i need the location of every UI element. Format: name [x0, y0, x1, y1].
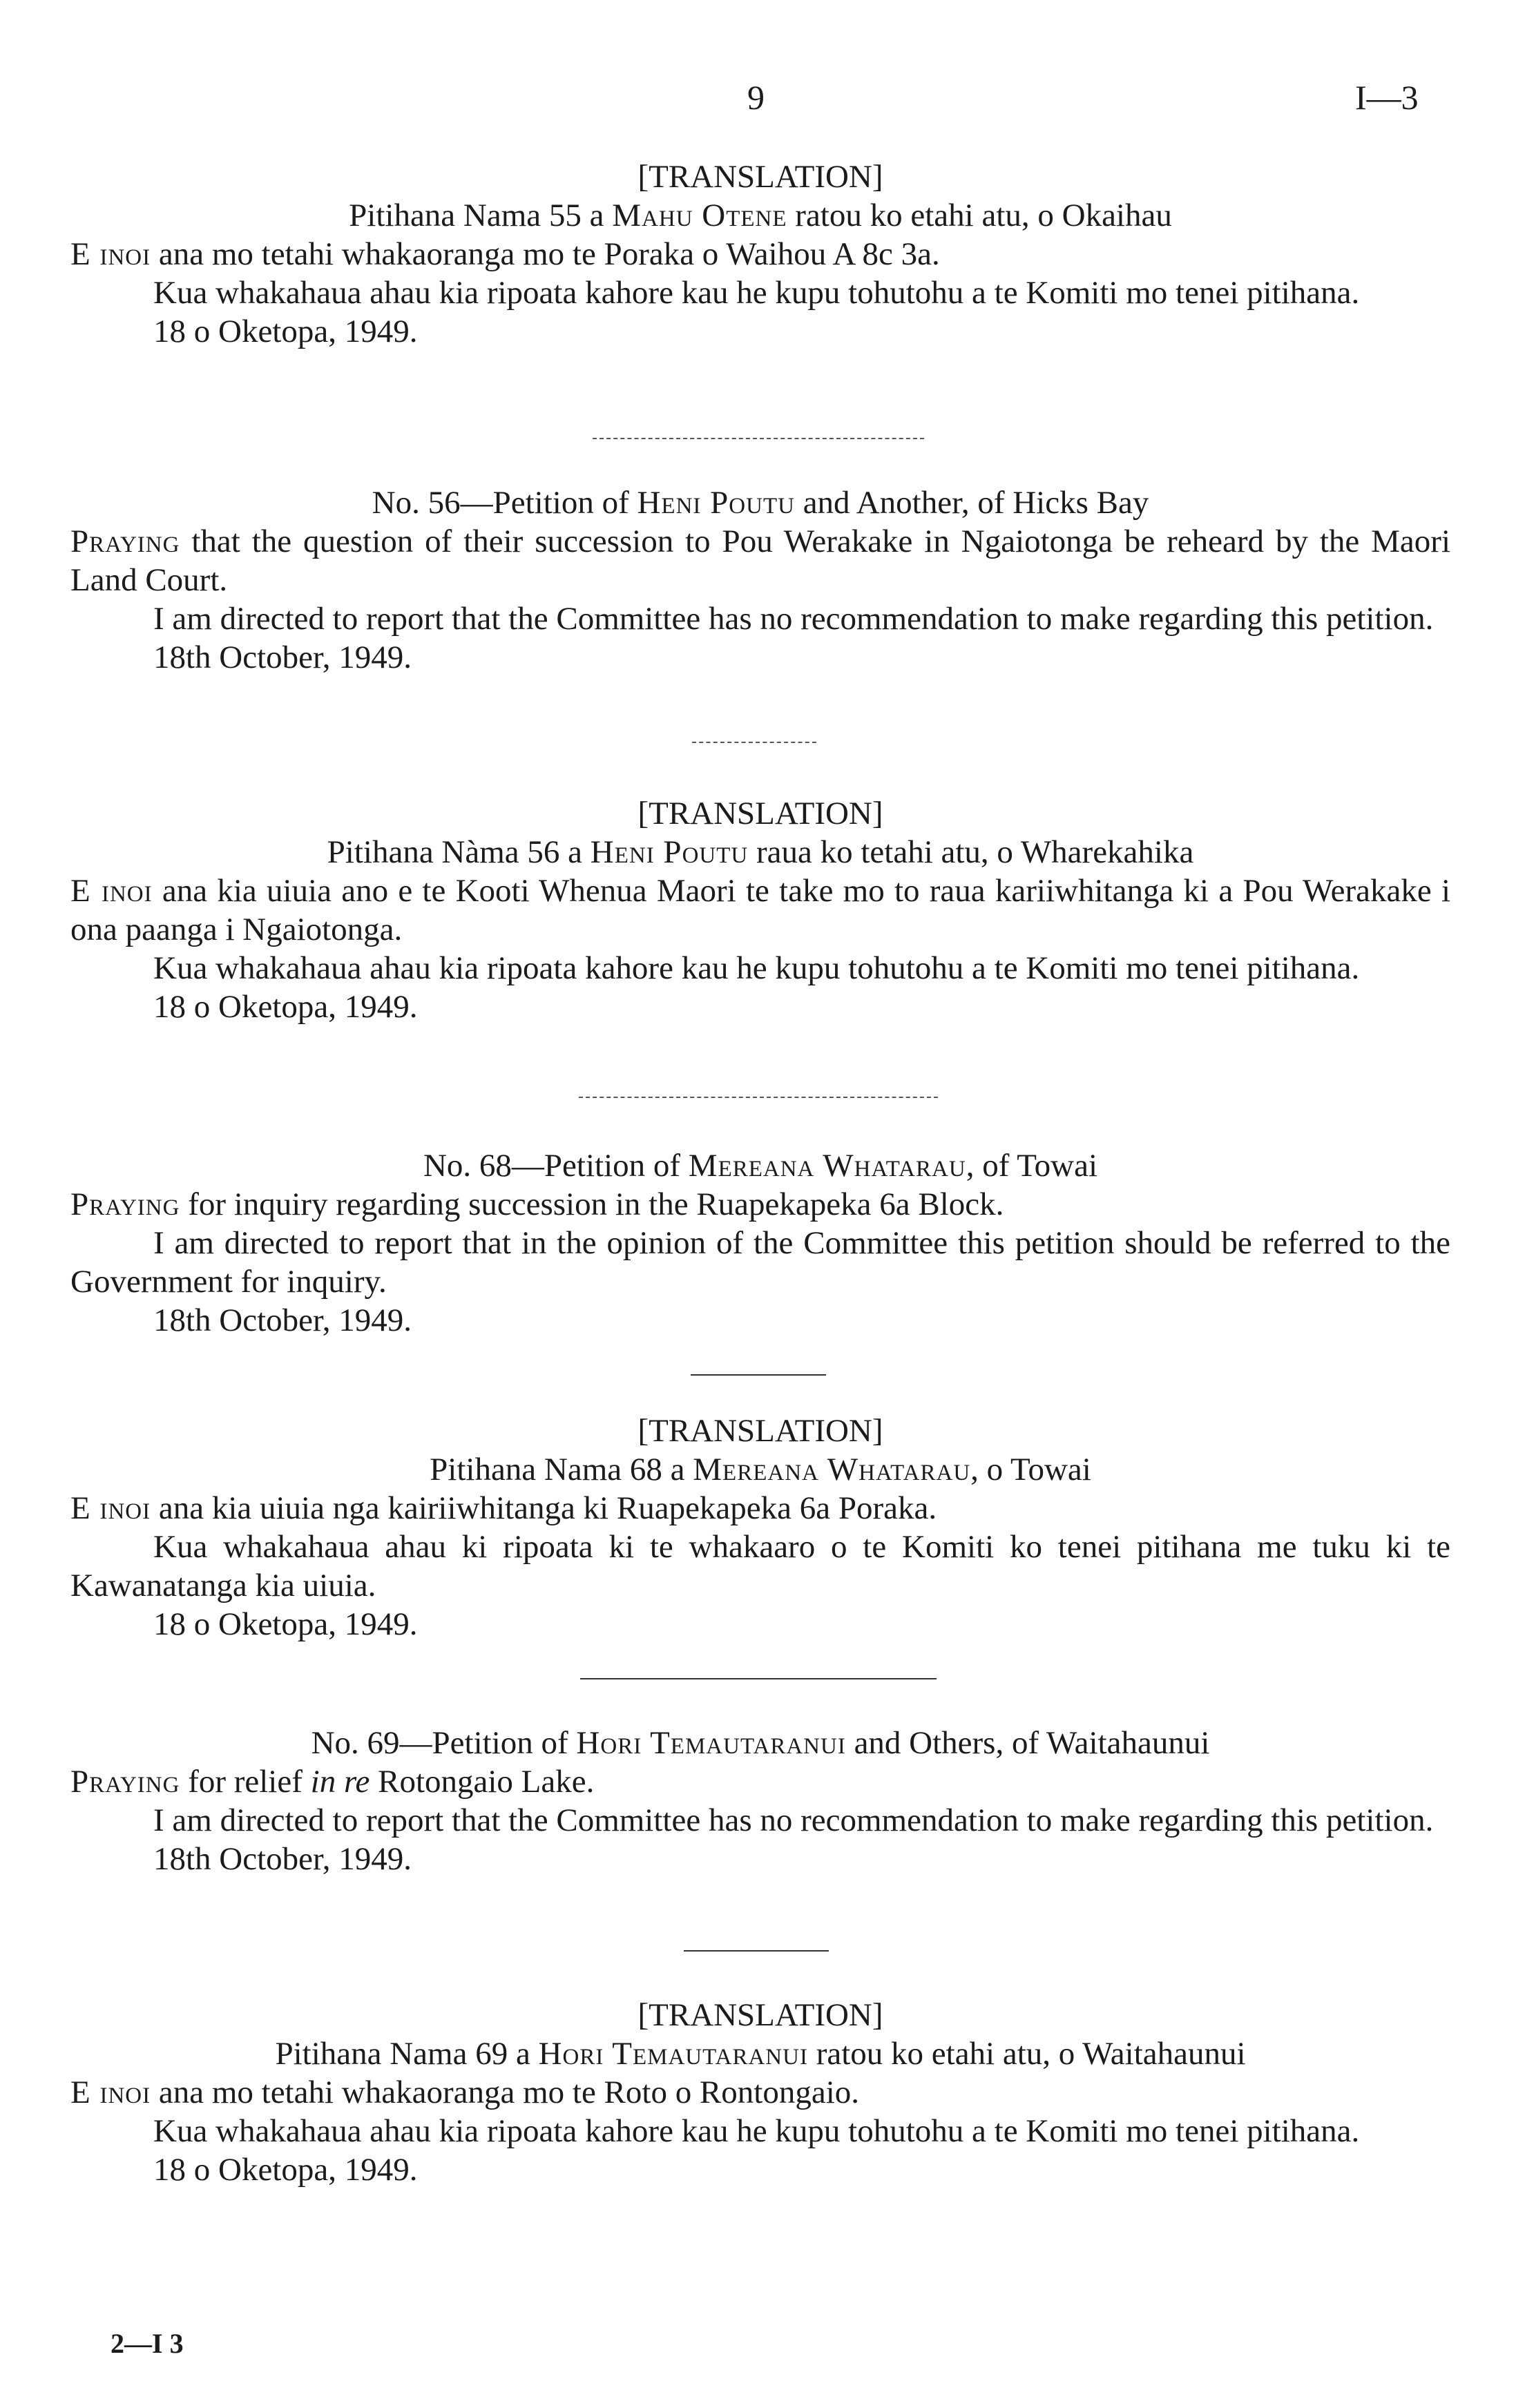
translation-heading: [TRANSLATION] — [637, 159, 883, 195]
petition-title: No. 69—Petition of Hori Temautaranui and Others, of Waitahaunui — [311, 1725, 1210, 1761]
report-date: 18 o Oketopa, 1949. — [153, 314, 418, 349]
petition-prayer: E inoi ana mo tetahi whakaoranga mo te Roto o Rontongaio. — [70, 2074, 860, 2110]
report-date: 18th October, 1949. — [153, 1841, 412, 1877]
report-date: 18 o Oketopa, 1949. — [153, 2152, 418, 2188]
translation-heading: [TRANSLATION] — [637, 1413, 883, 1449]
petition-prayer: E inoi ana kia uiuia nga kairiiwhitanga ki Ruapekapeka 6a Poraka. — [70, 1490, 937, 1526]
report-date: 18th October, 1949. — [153, 1302, 412, 1338]
section-divider — [684, 1950, 829, 1952]
committee-report: Kua whakahaua ahau ki ripoata ki te whakaaro o te Komiti ko tenei pitihana me tuku ki te Kawanatanga kia uiuia. — [70, 1529, 1450, 1603]
petition-prayer: Praying for inquiry regarding succession in the Ruapekapeka 6a Block. — [70, 1186, 1004, 1222]
petition-prayer: Praying that the question of their succession to Pou Werakake in Ngaiotonga be reheard by the Maori Land Court. — [70, 523, 1450, 598]
petition-69 — [70, 1724, 1450, 1878]
petition-title: Pitihana Nama 55 a Mahu Otene ratou ko etahi atu, o Okaihau — [349, 198, 1172, 233]
section-divider — [691, 1374, 826, 1376]
petition-prayer: E inoi ana mo tetahi whakaoranga mo te Poraka o Waihou A 8c 3a. — [70, 236, 940, 272]
section-divider — [593, 438, 924, 439]
section-divider — [580, 1678, 937, 1679]
petition-title: No. 56—Petition of Heni Poutu and Another, of Hicks Bay — [372, 485, 1149, 521]
translation-69 — [70, 1996, 1450, 2189]
report-date: 18th October, 1949. — [153, 639, 412, 675]
committee-report: Kua whakahaua ahau kia ripoata kahore kau he kupu tohutohu a te Komiti mo tenei pitihana. — [153, 950, 1360, 986]
petition-title: Pitihana Nàma 56 a Heni Poutu raua ko tetahi atu, o Wharekahika — [327, 834, 1194, 870]
translation-55 — [70, 157, 1450, 351]
report-date: 18 o Oketopa, 1949. — [153, 989, 418, 1025]
petition-title: No. 68—Petition of Mereana Whatarau, of Towai — [423, 1148, 1098, 1184]
section-divider — [692, 742, 816, 743]
petition-56 — [70, 483, 1450, 677]
petition-68 — [70, 1146, 1450, 1340]
translation-56 — [70, 794, 1450, 1026]
report-date: 18 o Oketopa, 1949. — [153, 1606, 418, 1642]
committee-report: Kua whakahaua ahau kia ripoata kahore kau he kupu tohutohu a te Komiti mo tenei pitihana. — [153, 275, 1360, 311]
committee-report: I am directed to report that the Committee has no recommendation to make regarding this petition. — [153, 601, 1434, 637]
petition-title: Pitihana Nama 69 a Hori Temautaranui ratou ko etahi atu, o Waitahaunui — [275, 2036, 1246, 2072]
section-divider — [579, 1097, 938, 1098]
committee-report: I am directed to report that in the opinion of the Committee this petition should be referred to the Government for inquiry. — [70, 1225, 1450, 1300]
petition-prayer: E inoi ana kia uiuia ano e te Kooti Whenua Maori te take mo to raua kariiwhitanga ki a Pou Werakake i ona paanga i Ngaiotonga. — [70, 873, 1451, 947]
committee-report: Kua whakahaua ahau kia ripoata kahore kau he kupu tohutohu a te Komiti mo tenei pitihana. — [153, 2113, 1360, 2149]
translation-68 — [70, 1412, 1450, 1644]
translation-heading: [TRANSLATION] — [637, 796, 883, 831]
committee-report: I am directed to report that the Committee has no recommendation to make regarding this petition. — [153, 1802, 1434, 1838]
translation-heading: [TRANSLATION] — [637, 1997, 883, 2033]
printer-signature: 2—I 3 — [111, 2328, 184, 2359]
document-reference: I—3 — [1355, 78, 1419, 117]
petition-prayer: Praying for relief in re Rotongaio Lake. — [70, 1764, 595, 1800]
page-number: 9 — [747, 78, 765, 117]
petition-title: Pitihana Nama 68 a Mereana Whatarau, o Towai — [430, 1452, 1091, 1487]
